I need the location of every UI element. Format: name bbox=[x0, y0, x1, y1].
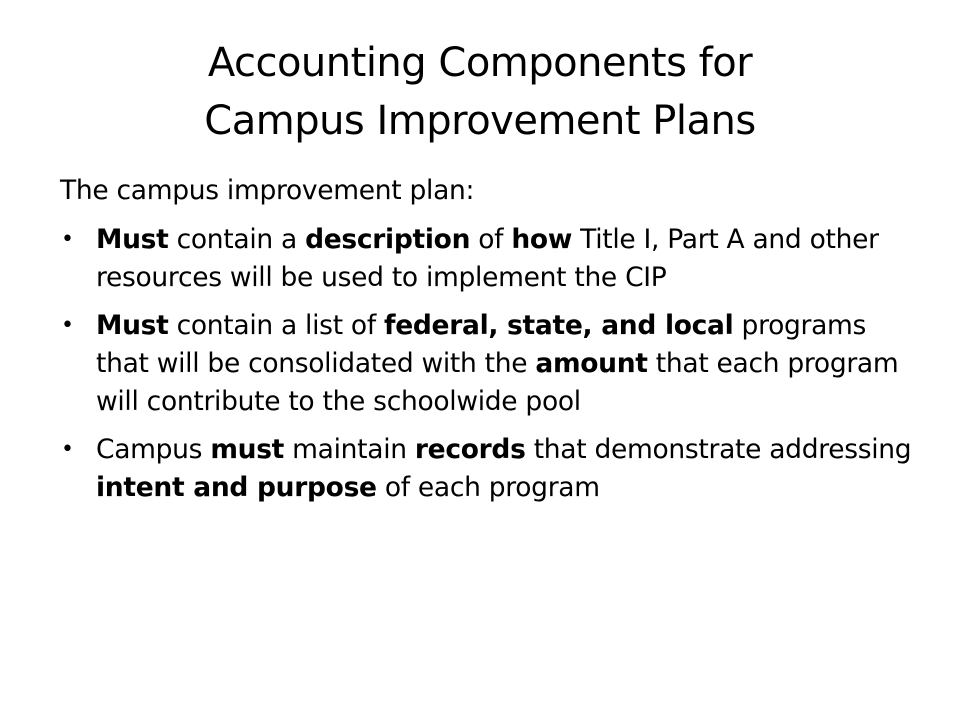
bullet-segment: amount bbox=[535, 348, 648, 379]
bullet-icon: • bbox=[61, 313, 74, 338]
title-line-2: Campus Improvement Plans bbox=[204, 98, 756, 144]
bullet-icon: • bbox=[61, 227, 74, 252]
bullet-segment: of each program bbox=[376, 472, 600, 503]
slide-title bbox=[60, 34, 900, 150]
bullet-segment: description bbox=[305, 224, 471, 255]
bullet-list bbox=[60, 221, 920, 507]
bullet-item bbox=[60, 221, 920, 297]
bullet-segment: Campus bbox=[96, 434, 211, 465]
bullet-segment: Must bbox=[96, 310, 169, 341]
bullet-segment: programs that will be consolidated with the bbox=[96, 310, 867, 379]
intro-text: The campus improvement plan: bbox=[60, 175, 475, 206]
bullet-segment: Title I, Part A and other resources will be used to implement the CIP bbox=[96, 224, 879, 293]
bullet-item bbox=[60, 431, 920, 507]
title-line-1: Accounting Components for bbox=[207, 40, 753, 86]
bullet-item bbox=[60, 307, 920, 421]
bullet-segment: how bbox=[511, 224, 572, 255]
bullet-icon: • bbox=[61, 437, 74, 462]
bullet-segment: federal, state, and local bbox=[383, 310, 734, 341]
bullet-segment: that each program will contribute to the schoolwide pool bbox=[96, 348, 899, 417]
bullet-text bbox=[96, 310, 898, 417]
bullet-segment: intent and purpose bbox=[96, 472, 377, 503]
bullet-segment: maintain bbox=[284, 434, 415, 465]
bullet-segment: of bbox=[470, 224, 512, 255]
bullet-text bbox=[96, 434, 911, 503]
bullet-segment: Must bbox=[96, 224, 169, 255]
bullet-segment: that demonstrate addressing bbox=[525, 434, 912, 465]
bullet-segment: contain a list of bbox=[168, 310, 384, 341]
bullet-text bbox=[96, 224, 879, 293]
bullet-segment: contain a bbox=[168, 224, 306, 255]
slide-body bbox=[60, 172, 920, 517]
bullet-segment: records bbox=[414, 434, 526, 465]
bullet-segment: must bbox=[210, 434, 285, 465]
